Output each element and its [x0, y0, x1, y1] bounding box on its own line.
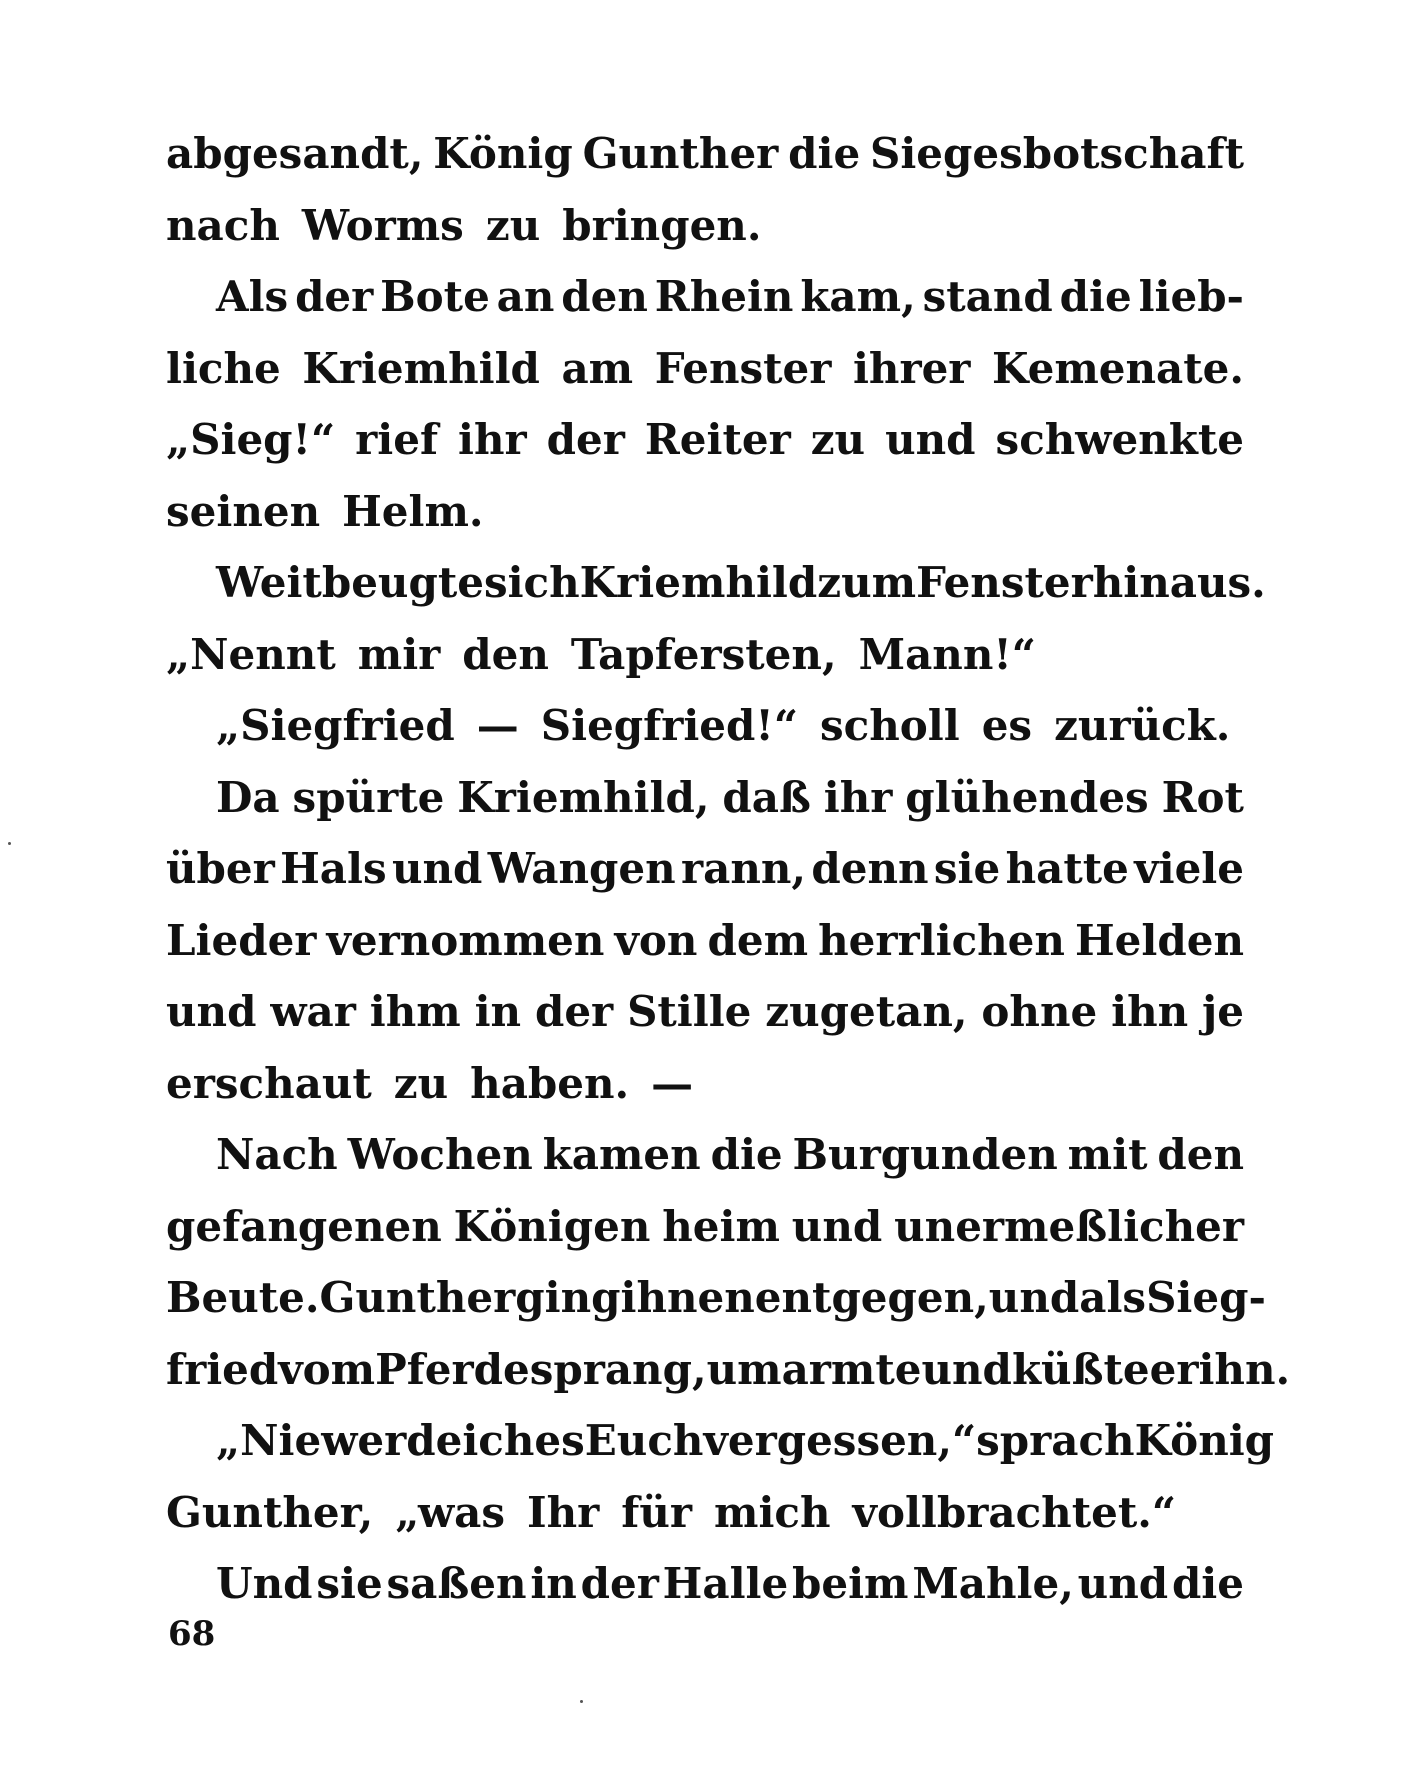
- text-line: [166, 333, 1244, 405]
- word: die: [788, 129, 861, 178]
- text-line: [166, 1405, 1275, 1477]
- word: Rhein: [654, 272, 794, 321]
- text-line: [166, 1334, 1291, 1406]
- word: saßen: [386, 1559, 527, 1608]
- word: Lieder: [166, 915, 317, 965]
- word: Siegfried!“: [540, 701, 798, 750]
- word: beim: [792, 1559, 909, 1608]
- word: liche: [166, 343, 281, 393]
- word: Euch: [584, 1416, 704, 1465]
- text-line: [166, 261, 1244, 333]
- word: ihr: [823, 772, 893, 822]
- word: Als: [216, 272, 289, 321]
- word: der: [546, 415, 625, 464]
- page-number: 68: [168, 1614, 216, 1654]
- word: als: [1079, 1273, 1147, 1322]
- word: Fenster: [654, 343, 832, 393]
- word: Königen: [453, 1201, 651, 1251]
- word: zu: [810, 415, 866, 464]
- word: Gunther: [319, 1273, 516, 1322]
- word: —: [476, 701, 519, 750]
- word: unermeßlicher: [894, 1201, 1244, 1251]
- word: Ihr: [526, 1487, 600, 1537]
- word: lieb-: [1138, 272, 1244, 321]
- word: ihr: [458, 415, 527, 464]
- word: ging: [515, 1273, 621, 1322]
- word: Beute.: [166, 1273, 320, 1322]
- word: vergessen,“: [703, 1416, 977, 1465]
- body-text: [166, 118, 1291, 1620]
- text-line: [166, 905, 1244, 977]
- word: in: [530, 1559, 577, 1608]
- word: der: [295, 272, 374, 321]
- word: in: [474, 987, 522, 1036]
- word: schwenkte: [995, 415, 1244, 464]
- word: abgesandt,: [166, 129, 424, 178]
- text-line: [166, 690, 1244, 762]
- word: den: [561, 272, 648, 321]
- word: rief: [355, 415, 439, 464]
- word: kam,: [800, 272, 916, 321]
- word: dem: [707, 915, 809, 965]
- word: Rot: [1161, 772, 1244, 822]
- word: rann,: [681, 844, 807, 893]
- word: und: [885, 415, 976, 464]
- word: spürte: [292, 772, 445, 822]
- word: „Siegfried: [216, 701, 455, 750]
- text-line: [166, 1262, 1266, 1334]
- word: beugte: [321, 558, 484, 607]
- word: „was: [395, 1487, 505, 1537]
- word: ihn: [1111, 987, 1189, 1036]
- text-line: [166, 1477, 1244, 1549]
- word: sich: [483, 558, 580, 607]
- word: zum: [817, 558, 917, 607]
- word: ihn.: [1198, 1344, 1291, 1394]
- word: vollbrachtet.“: [852, 1487, 1176, 1537]
- word: und: [391, 844, 483, 893]
- word: Worms: [301, 200, 464, 250]
- word: Tapfersten,: [570, 629, 837, 679]
- word: König: [1134, 1416, 1275, 1465]
- text-line: [166, 190, 1244, 262]
- word: erschaut: [166, 1058, 372, 1108]
- word: Helm.: [342, 486, 484, 536]
- word: der: [534, 987, 614, 1036]
- word: viele: [1134, 844, 1244, 893]
- word: „Sieg!“: [166, 415, 336, 464]
- word: Kriemhild: [302, 343, 540, 393]
- word: mich: [714, 1487, 831, 1537]
- word: Kemenate.: [992, 343, 1244, 393]
- text-line: [166, 404, 1244, 476]
- word: ich: [462, 1416, 535, 1465]
- word: von: [614, 915, 698, 965]
- word: entgegen,: [754, 1273, 989, 1322]
- word: Hals: [280, 844, 387, 893]
- word: hinaus.: [1092, 558, 1266, 607]
- word: daß: [722, 772, 811, 822]
- word: haben.: [470, 1058, 630, 1108]
- word: die: [1171, 1559, 1244, 1608]
- word: bringen.: [562, 200, 762, 250]
- word: —: [651, 1058, 694, 1108]
- text-line: [166, 1191, 1244, 1263]
- word: und: [1077, 1559, 1169, 1608]
- word: über: [166, 844, 275, 893]
- text-line: [166, 1048, 1244, 1120]
- word: Gunther,: [166, 1487, 374, 1537]
- word: Helden: [1075, 915, 1244, 965]
- word: und: [921, 1344, 1012, 1394]
- text-line: [166, 976, 1244, 1048]
- word: Wangen: [487, 844, 676, 893]
- word: am: [561, 343, 634, 393]
- word: mit: [1067, 1130, 1148, 1179]
- word: die: [710, 1130, 783, 1179]
- word: war: [270, 987, 356, 1036]
- word: zu: [393, 1058, 449, 1108]
- word: es: [981, 701, 1033, 750]
- word: sie: [316, 1559, 383, 1608]
- word: den: [462, 629, 549, 679]
- text-line: [166, 118, 1244, 190]
- word: „Nennt: [166, 629, 336, 679]
- word: Da: [216, 772, 280, 822]
- word: die: [1059, 272, 1132, 321]
- word: mir: [357, 629, 441, 679]
- word: werde: [321, 1416, 463, 1465]
- word: Mann!“: [858, 629, 1036, 679]
- word: sprach: [976, 1416, 1135, 1465]
- word: Bote: [380, 272, 490, 321]
- word: heim: [662, 1201, 780, 1251]
- word: vernommen: [326, 915, 605, 965]
- text-line: [166, 833, 1244, 905]
- page-speck: [580, 1700, 583, 1703]
- word: zugetan,: [765, 987, 968, 1036]
- word: Burgunden: [792, 1130, 1058, 1179]
- word: sprang,: [529, 1344, 707, 1394]
- word: Siegesbotschaft: [870, 129, 1244, 178]
- word: scholl: [820, 701, 960, 750]
- word: ohne: [981, 987, 1098, 1036]
- word: Nach: [216, 1130, 338, 1179]
- word: es: [534, 1416, 585, 1465]
- text-line: [166, 762, 1244, 834]
- word: und: [166, 987, 257, 1036]
- text-line: [166, 1548, 1244, 1620]
- word: zu: [485, 200, 541, 250]
- word: kamen: [542, 1130, 701, 1179]
- page-speck: [8, 842, 11, 845]
- word: an: [496, 272, 555, 321]
- word: Kriemhild,: [457, 772, 710, 822]
- word: Reiter: [644, 415, 791, 464]
- word: fried: [166, 1344, 279, 1394]
- text-line: [166, 476, 1244, 548]
- word: Mahle,: [912, 1559, 1074, 1608]
- word: Stille: [627, 987, 752, 1036]
- word: hatte: [1005, 844, 1129, 893]
- word: sie: [933, 844, 1001, 893]
- word: küßte: [1011, 1344, 1150, 1394]
- text-line: [166, 1119, 1244, 1191]
- word: vom: [278, 1344, 376, 1394]
- word: Fenster: [916, 558, 1093, 607]
- word: Gunther: [582, 129, 779, 178]
- word: denn: [811, 844, 929, 893]
- word: gefangenen: [166, 1201, 442, 1251]
- word: „Nie: [216, 1416, 322, 1465]
- word: ihrer: [852, 343, 971, 393]
- word: Halle: [662, 1559, 789, 1608]
- word: und: [791, 1201, 883, 1251]
- word: Weit: [216, 558, 322, 607]
- word: glühendes: [905, 772, 1149, 822]
- word: zurück.: [1054, 701, 1231, 750]
- word: für: [621, 1487, 693, 1537]
- word: er: [1149, 1344, 1199, 1394]
- word: Sieg-: [1146, 1273, 1266, 1322]
- word: König: [433, 129, 573, 178]
- word: ihnen: [620, 1273, 755, 1322]
- word: Wochen: [347, 1130, 533, 1179]
- word: der: [580, 1559, 659, 1608]
- word: ihm: [369, 987, 461, 1036]
- word: und: [988, 1273, 1080, 1322]
- word: seinen: [166, 486, 321, 536]
- word: umarmte: [706, 1344, 922, 1394]
- text-line: [166, 547, 1266, 619]
- word: Kriemhild: [579, 558, 818, 607]
- word: nach: [166, 200, 280, 250]
- word: stand: [922, 272, 1053, 321]
- word: Pferde: [375, 1344, 530, 1394]
- word: herrlichen: [818, 915, 1065, 965]
- word: den: [1157, 1130, 1244, 1179]
- word: je: [1202, 987, 1244, 1036]
- word: Und: [216, 1559, 313, 1608]
- text-line: [166, 619, 1244, 691]
